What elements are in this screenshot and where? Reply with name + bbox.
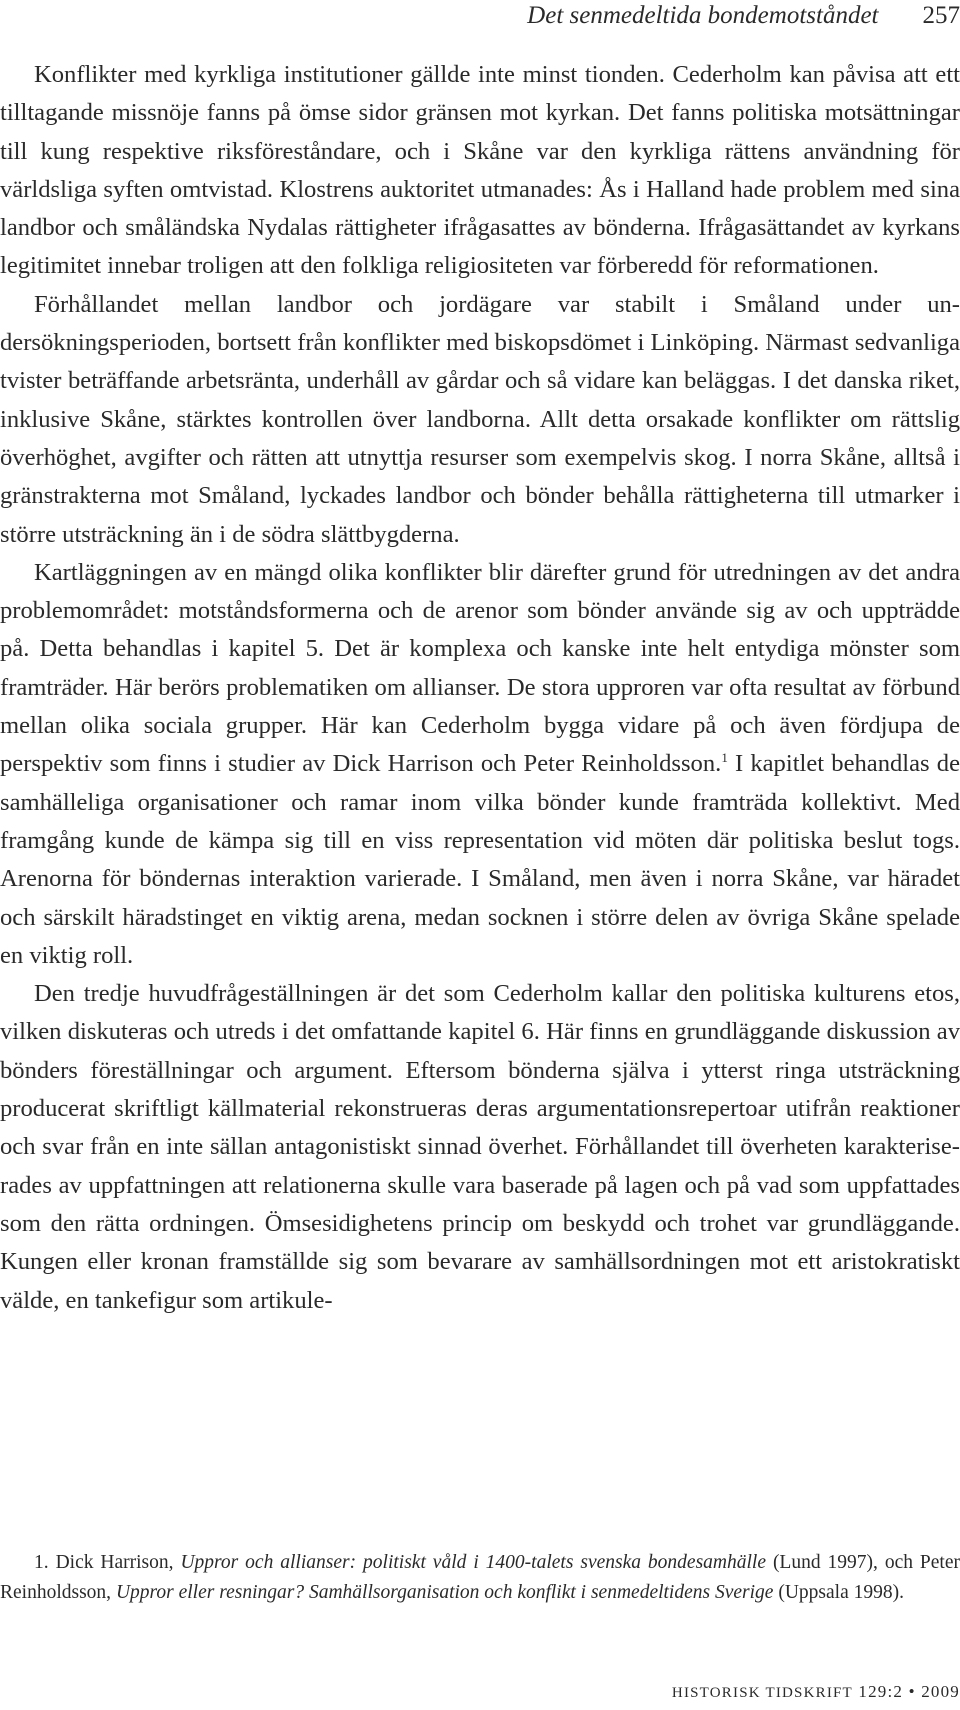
footnote <box>0 1548 960 1607</box>
running-header <box>0 0 960 32</box>
journal-footer <box>0 1682 960 1702</box>
page-number: 257 <box>922 2 960 29</box>
footnote-author: Dick Harrison, <box>55 1552 174 1573</box>
footnote-publication: (Uppsala 1998). <box>778 1581 904 1603</box>
paragraph: Konflikter med kyrkliga institutioner gällde inte minst tionden. Cederholm kan påvisa att ett tilltagande missnöje fanns på ömse sidor gränsen mot kyrkan. Det fanns politiska motsättningar till kung respektive riksföreståndare, och i Skåne var den kyrkliga rättens användning för världsliga syften omtvistad. Klostrens auktoritet utmanades: Ås i Halland hade problem med sina landbor och småländska Nydalas rättigheter ifrågasattes av bönderna. Ifrågasättandet av kyrkans legitimitet innebar troligen att den folkliga religiositeten var förberedd för reformationen. <box>0 61 960 280</box>
journal-year: 2009 <box>921 1682 960 1701</box>
paragraph <box>0 554 960 975</box>
footer-separator: • <box>908 1682 916 1701</box>
footnotes <box>0 1548 960 1607</box>
footnote-reference[interactable]: 1 <box>721 750 728 766</box>
footnote-number: 1. <box>34 1552 49 1573</box>
journal-name: HISTORISK TIDSKRIFT <box>671 1685 853 1701</box>
running-title: Det senmedeltida bondemotståndet <box>527 2 879 29</box>
paragraph: Förhållandet mellan landbor och jordägare var stabilt i Småland under undersökningsperioden, bortsett från konflikter med biskopsdömet i Linköping. Närmast sedvanliga tvister beträffande arbetsränta, underhåll av gårdar och så vidare kan beläggas. I det danska riket, inklusive Skåne, stärktes kontrollen över landborna. Allt detta orsakade konflikter om rättslig överhöghet, avgifter och rätten att utnyttja resurser som exempelvis skog. I norra Skåne, alltså i gränstrakterna mot Småland, lyckades landbor och bönder behålla rättigheterna till utmarker i större utsträckning än i de södra slättbygderna. <box>0 290 960 548</box>
journal-issue: 129:2 <box>858 1682 904 1701</box>
footnote-title: Uppror eller resningar? Samhällsorganisation och konflikt i senmedeltidens Sverige <box>115 1581 774 1603</box>
body-text <box>0 56 960 1320</box>
paragraph-text: I kapitlet behandlas de samhälleliga organisationer och ramar inom vilka bönder kunde framträda kollektivt. Med framgång kunde de kämpa sig till en viss representation vid möten där politiska beslut togs. Arenorna för böndernas interaktion varierade. I Småland, men även i norra Skåne, var häradet och särskilt häradstinget en viktig arena, medan socknen i större delen av övriga Skåne spelade en viktig roll. <box>0 750 960 969</box>
footnote-publication: (Lund 1997), och Peter Reinholdsson, <box>0 1552 960 1603</box>
paragraph: Den tredje huvudfrågeställningen är det som Cederholm kallar den politiska kulturens etos, vilken diskuteras och utreds i det omfattande kapitel 6. Här finns en grundläggande diskussion av bönders föreställningar och argument. Eftersom bönderna själva i ytterst ringa utsträckning producerat skriftligt källmaterial rekonstrueras deras argumentationsrepertoar utifrån reaktioner och svar från en inte sällan antagonistiskt sinnad överhet. Förhållandet till överheten karakteriserades av uppfattningen att relationerna skulle vara baserade på lagen och på vad som uppfattades som den rätta ordningen. Ömsesidighetens princip om beskydd och trohet var grundläggande. Kungen eller kronan framställde sig som bevarare av samhällsordningen mot ett aristokratiskt välde, en tankefigur som artikule- <box>0 980 960 1314</box>
paragraph-text: Kartläggningen av en mängd olika konflikter blir därefter grund för utredningen av det andra problemområdet: motståndsformerna och de arenor som bönder använde sig av och uppträdde på. Detta behandlas i kapitel 5. Det är komplexa och kanske inte helt entydiga mönster som framträder. Här berörs problematiken om allianser. De stora upproren var ofta resultat av förbund mellan olika sociala grupper. Här kan Cederholm bygga vidare på och även fördjupa de perspektiv som finns i studier av Dick Harrison och Peter Reinholdsson. <box>0 558 960 778</box>
footnote-title: Uppror och allianser: politiskt våld i 1400-talets svenska bondesamhälle <box>180 1552 766 1573</box>
